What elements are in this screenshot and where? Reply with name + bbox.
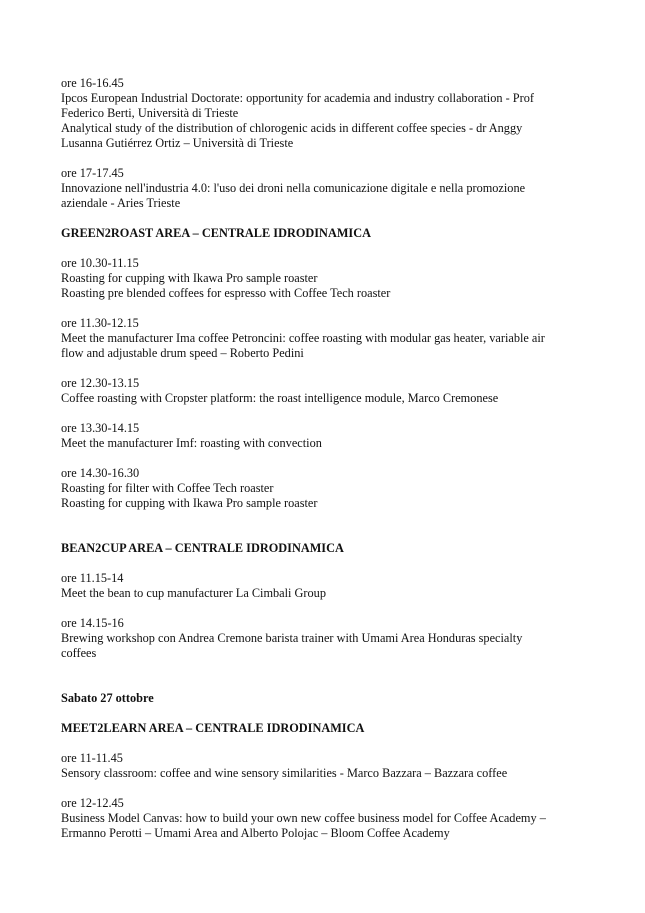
session-description-line: Roasting for cupping with Ikawa Pro sample roaster: [61, 271, 318, 285]
section-heading: BEAN2CUP AREA – CENTRALE IDRODINAMICA: [61, 541, 344, 555]
session-time: ore 11-11.45: [61, 751, 123, 765]
session-time: ore 12-12.45: [61, 796, 124, 810]
paragraph-gap: [61, 661, 601, 676]
paragraph-gap: [61, 676, 601, 691]
session-description-line: Coffee roasting with Cropster platform: the roast intelligence module, Marco Cremonese: [61, 391, 499, 405]
session-description-line: Brewing workshop con Andrea Cremone barista trainer with Umami Area Honduras specialty: [61, 631, 523, 645]
session-time: ore 11.15-14: [61, 571, 124, 585]
session-time: ore 16-16.45: [61, 76, 124, 90]
session-description-line: Lusanna Gutiérrez Ortiz – Università di Trieste: [61, 136, 294, 150]
session-time: ore 14.15-16: [61, 616, 124, 630]
session-description-line: Meet the manufacturer Imf: roasting with convection: [61, 436, 322, 450]
section-heading: GREEN2ROAST AREA – CENTRALE IDRODINAMICA: [61, 226, 371, 240]
paragraph-gap: [61, 151, 601, 166]
session-description-line: Roasting for cupping with Ikawa Pro sample roaster: [61, 496, 318, 510]
session-description-line: Roasting pre blended coffees for espresso with Coffee Tech roaster: [61, 286, 391, 300]
paragraph-gap: [61, 706, 601, 721]
paragraph-gap: [61, 781, 601, 796]
paragraph-gap: [61, 241, 601, 256]
paragraph-gap: [61, 556, 601, 571]
session-description-line: flow and adjustable drum speed – Roberto Pedini: [61, 346, 304, 360]
session-time: ore 10.30-11.15: [61, 256, 139, 270]
section-heading: Sabato 27 ottobre: [61, 691, 154, 705]
session-description-line: Roasting for filter with Coffee Tech roaster: [61, 481, 274, 495]
paragraph-gap: [61, 361, 601, 376]
session-description-line: Analytical study of the distribution of chlorogenic acids in different coffee species - dr Anggy: [61, 121, 523, 135]
paragraph-gap: [61, 601, 601, 616]
session-description-line: Meet the bean to cup manufacturer La Cimbali Group: [61, 586, 326, 600]
paragraph-gap: [61, 451, 601, 466]
session-description-line: Federico Berti, Università di Trieste: [61, 106, 239, 120]
session-description-line: Sensory classroom: coffee and wine sensory similarities - Marco Bazzara – Bazzara coffee: [61, 766, 508, 780]
paragraph-gap: [61, 406, 601, 421]
session-description-line: coffees: [61, 646, 97, 660]
session-time: ore 13.30-14.15: [61, 421, 140, 435]
session-description-line: Ermanno Perotti – Umami Area and Alberto Polojac – Bloom Coffee Academy: [61, 826, 450, 840]
paragraph-gap: [61, 526, 601, 541]
session-time: ore 17-17.45: [61, 166, 124, 180]
session-description-line: Business Model Canvas: how to build your own new coffee business model for Coffee Academy –: [61, 811, 546, 825]
paragraph-gap: [61, 301, 601, 316]
session-time: ore 12.30-13.15: [61, 376, 140, 390]
section-heading: MEET2LEARN AREA – CENTRALE IDRODINAMICA: [61, 721, 365, 735]
session-time: ore 11.30-12.15: [61, 316, 139, 330]
session-description-line: Innovazione nell'industria 4.0: l'uso dei droni nella comunicazione digitale e nella promozione: [61, 181, 526, 195]
session-description-line: aziendale - Aries Trieste: [61, 196, 181, 210]
paragraph-gap: [61, 511, 601, 526]
paragraph-gap: [61, 841, 601, 856]
session-description-line: Meet the manufacturer Ima coffee Petroncini: coffee roasting with modular gas heater, variable air: [61, 331, 545, 345]
paragraph-gap: [61, 211, 601, 226]
paragraph-gap: [61, 736, 601, 751]
session-description-line: Ipcos European Industrial Doctorate: opportunity for academia and industry collaboration - Prof: [61, 91, 534, 105]
document-page: [61, 76, 601, 856]
session-time: ore 14.30-16.30: [61, 466, 140, 480]
